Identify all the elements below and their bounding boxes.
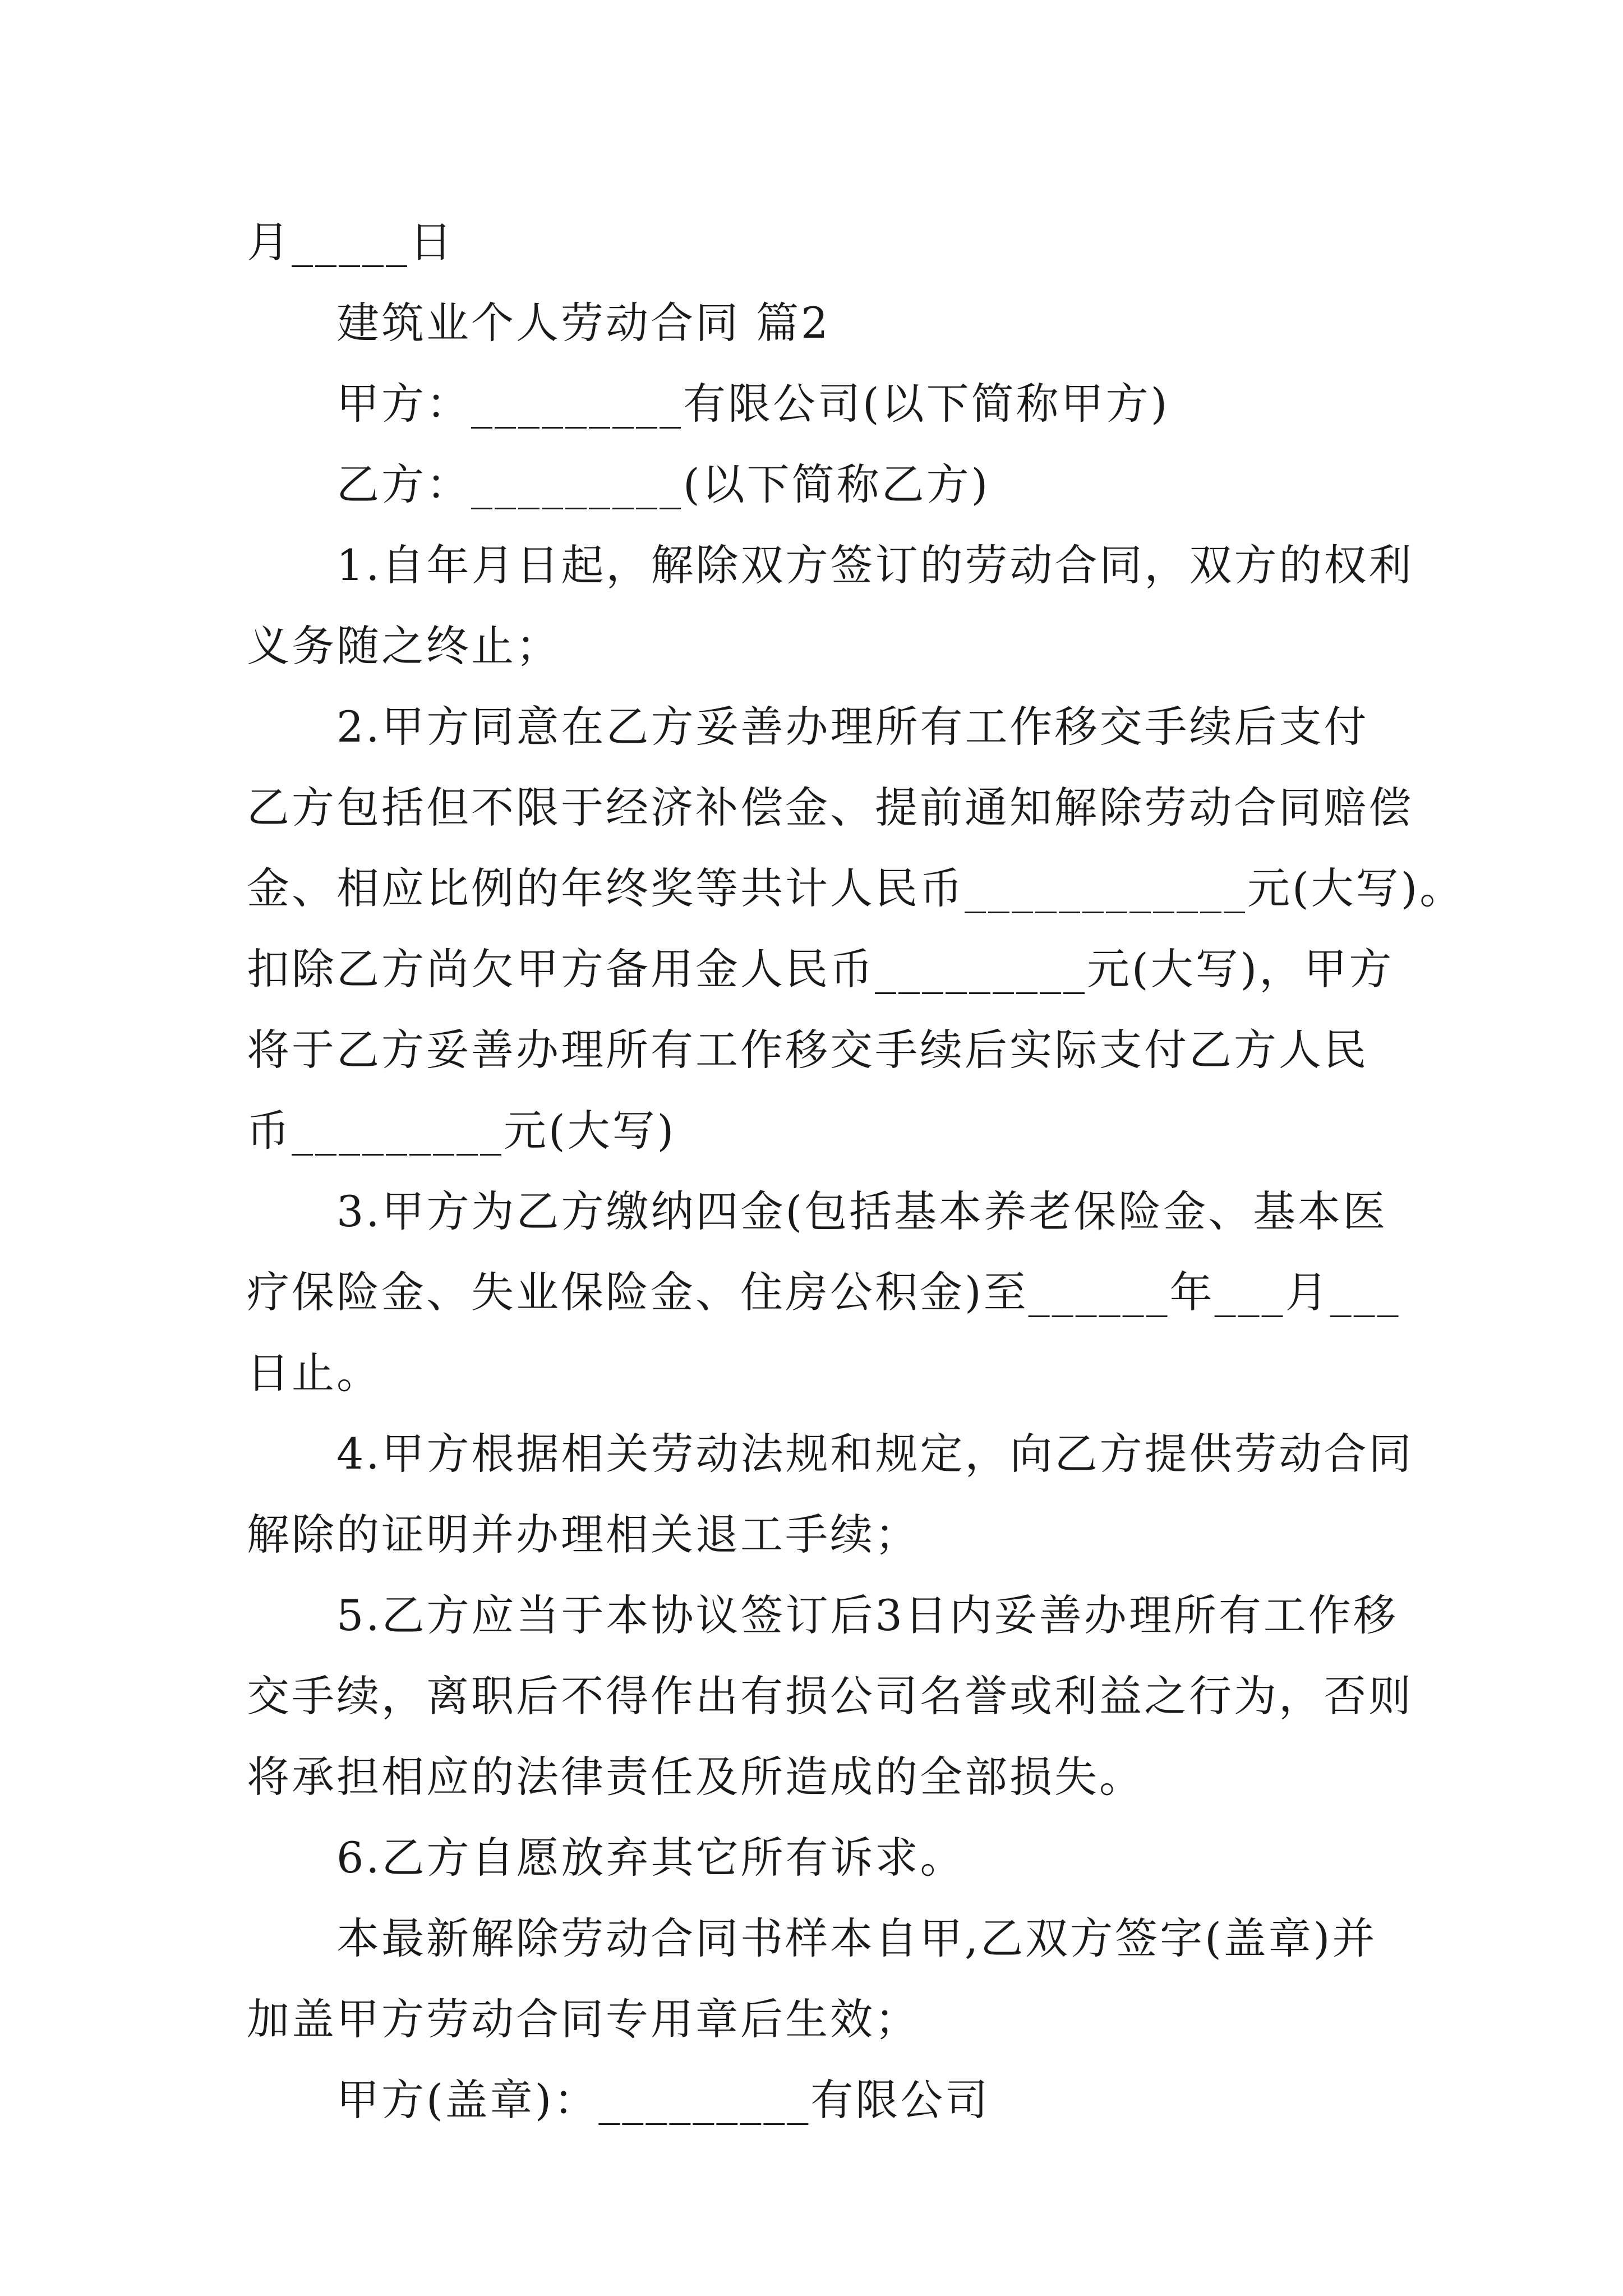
clause-5-line-3: 将承担相应的法律责任及所造成的全部损失。	[247, 1752, 1144, 1802]
clause-1-line-2: 义务随之终止；	[247, 621, 561, 671]
clause-3-line-3: 日止。	[247, 1348, 381, 1398]
clause-1-line-1: 1.自年月日起，解除双方签订的劳动合同，双方的权利	[336, 540, 1414, 590]
document-body	[247, 202, 1465, 2141]
date-line: 月_____日	[247, 217, 454, 267]
party-b-line: 乙方：_________(以下简称乙方)	[336, 459, 990, 509]
effect-clause-line-2: 加盖甲方劳动合同专用章后生效；	[247, 1994, 920, 2044]
clause-2-line-2: 乙方包括但不限于经济补偿金、提前通知解除劳动合同赔偿	[247, 783, 1413, 832]
clause-2-line-4: 扣除乙方尚欠甲方备用金人民币_________元(大写)，甲方	[247, 944, 1394, 994]
section-title: 建筑业个人劳动合同 篇2	[336, 298, 831, 348]
clause-2-line-6: 币_________元(大写)	[247, 1106, 676, 1156]
clause-3-line-2: 疗保险金、失业保险金、住房公积金)至______年___月___	[247, 1267, 1401, 1317]
party-a-seal-line: 甲方(盖章)：_________有限公司	[336, 2075, 990, 2125]
clause-4-line-2: 解除的证明并办理相关退工手续；	[247, 1510, 920, 1559]
clause-5-line-1: 5.乙方应当于本协议签订后3日内妥善办理所有工作移	[336, 1590, 1398, 1640]
clause-2-line-1: 2.甲方同意在乙方妥善办理所有工作移交手续后支付	[336, 702, 1369, 752]
clause-6-line: 6.乙方自愿放弃其它所有诉求。	[336, 1833, 965, 1883]
effect-clause-line-1: 本最新解除劳动合同书样本自甲,乙双方签字(盖章)并	[336, 1913, 1377, 1963]
party-a-line: 甲方：_________有限公司(以下简称甲方)	[336, 379, 1170, 429]
clause-2-line-3: 金、相应比例的年终奖等共计人民币____________元(大写)。	[247, 863, 1465, 913]
clause-5-line-2: 交手续，离职后不得作出有损公司名誉或利益之行为，否则	[247, 1671, 1413, 1721]
clause-3-line-1: 3.甲方为乙方缴纳四金(包括基本养老保险金、基本医	[336, 1186, 1388, 1236]
clause-2-line-5: 将于乙方妥善办理所有工作移交手续后实际支付乙方人民	[247, 1025, 1368, 1075]
clause-4-line-1: 4.甲方根据相关劳动法规和规定，向乙方提供劳动合同	[336, 1429, 1414, 1479]
